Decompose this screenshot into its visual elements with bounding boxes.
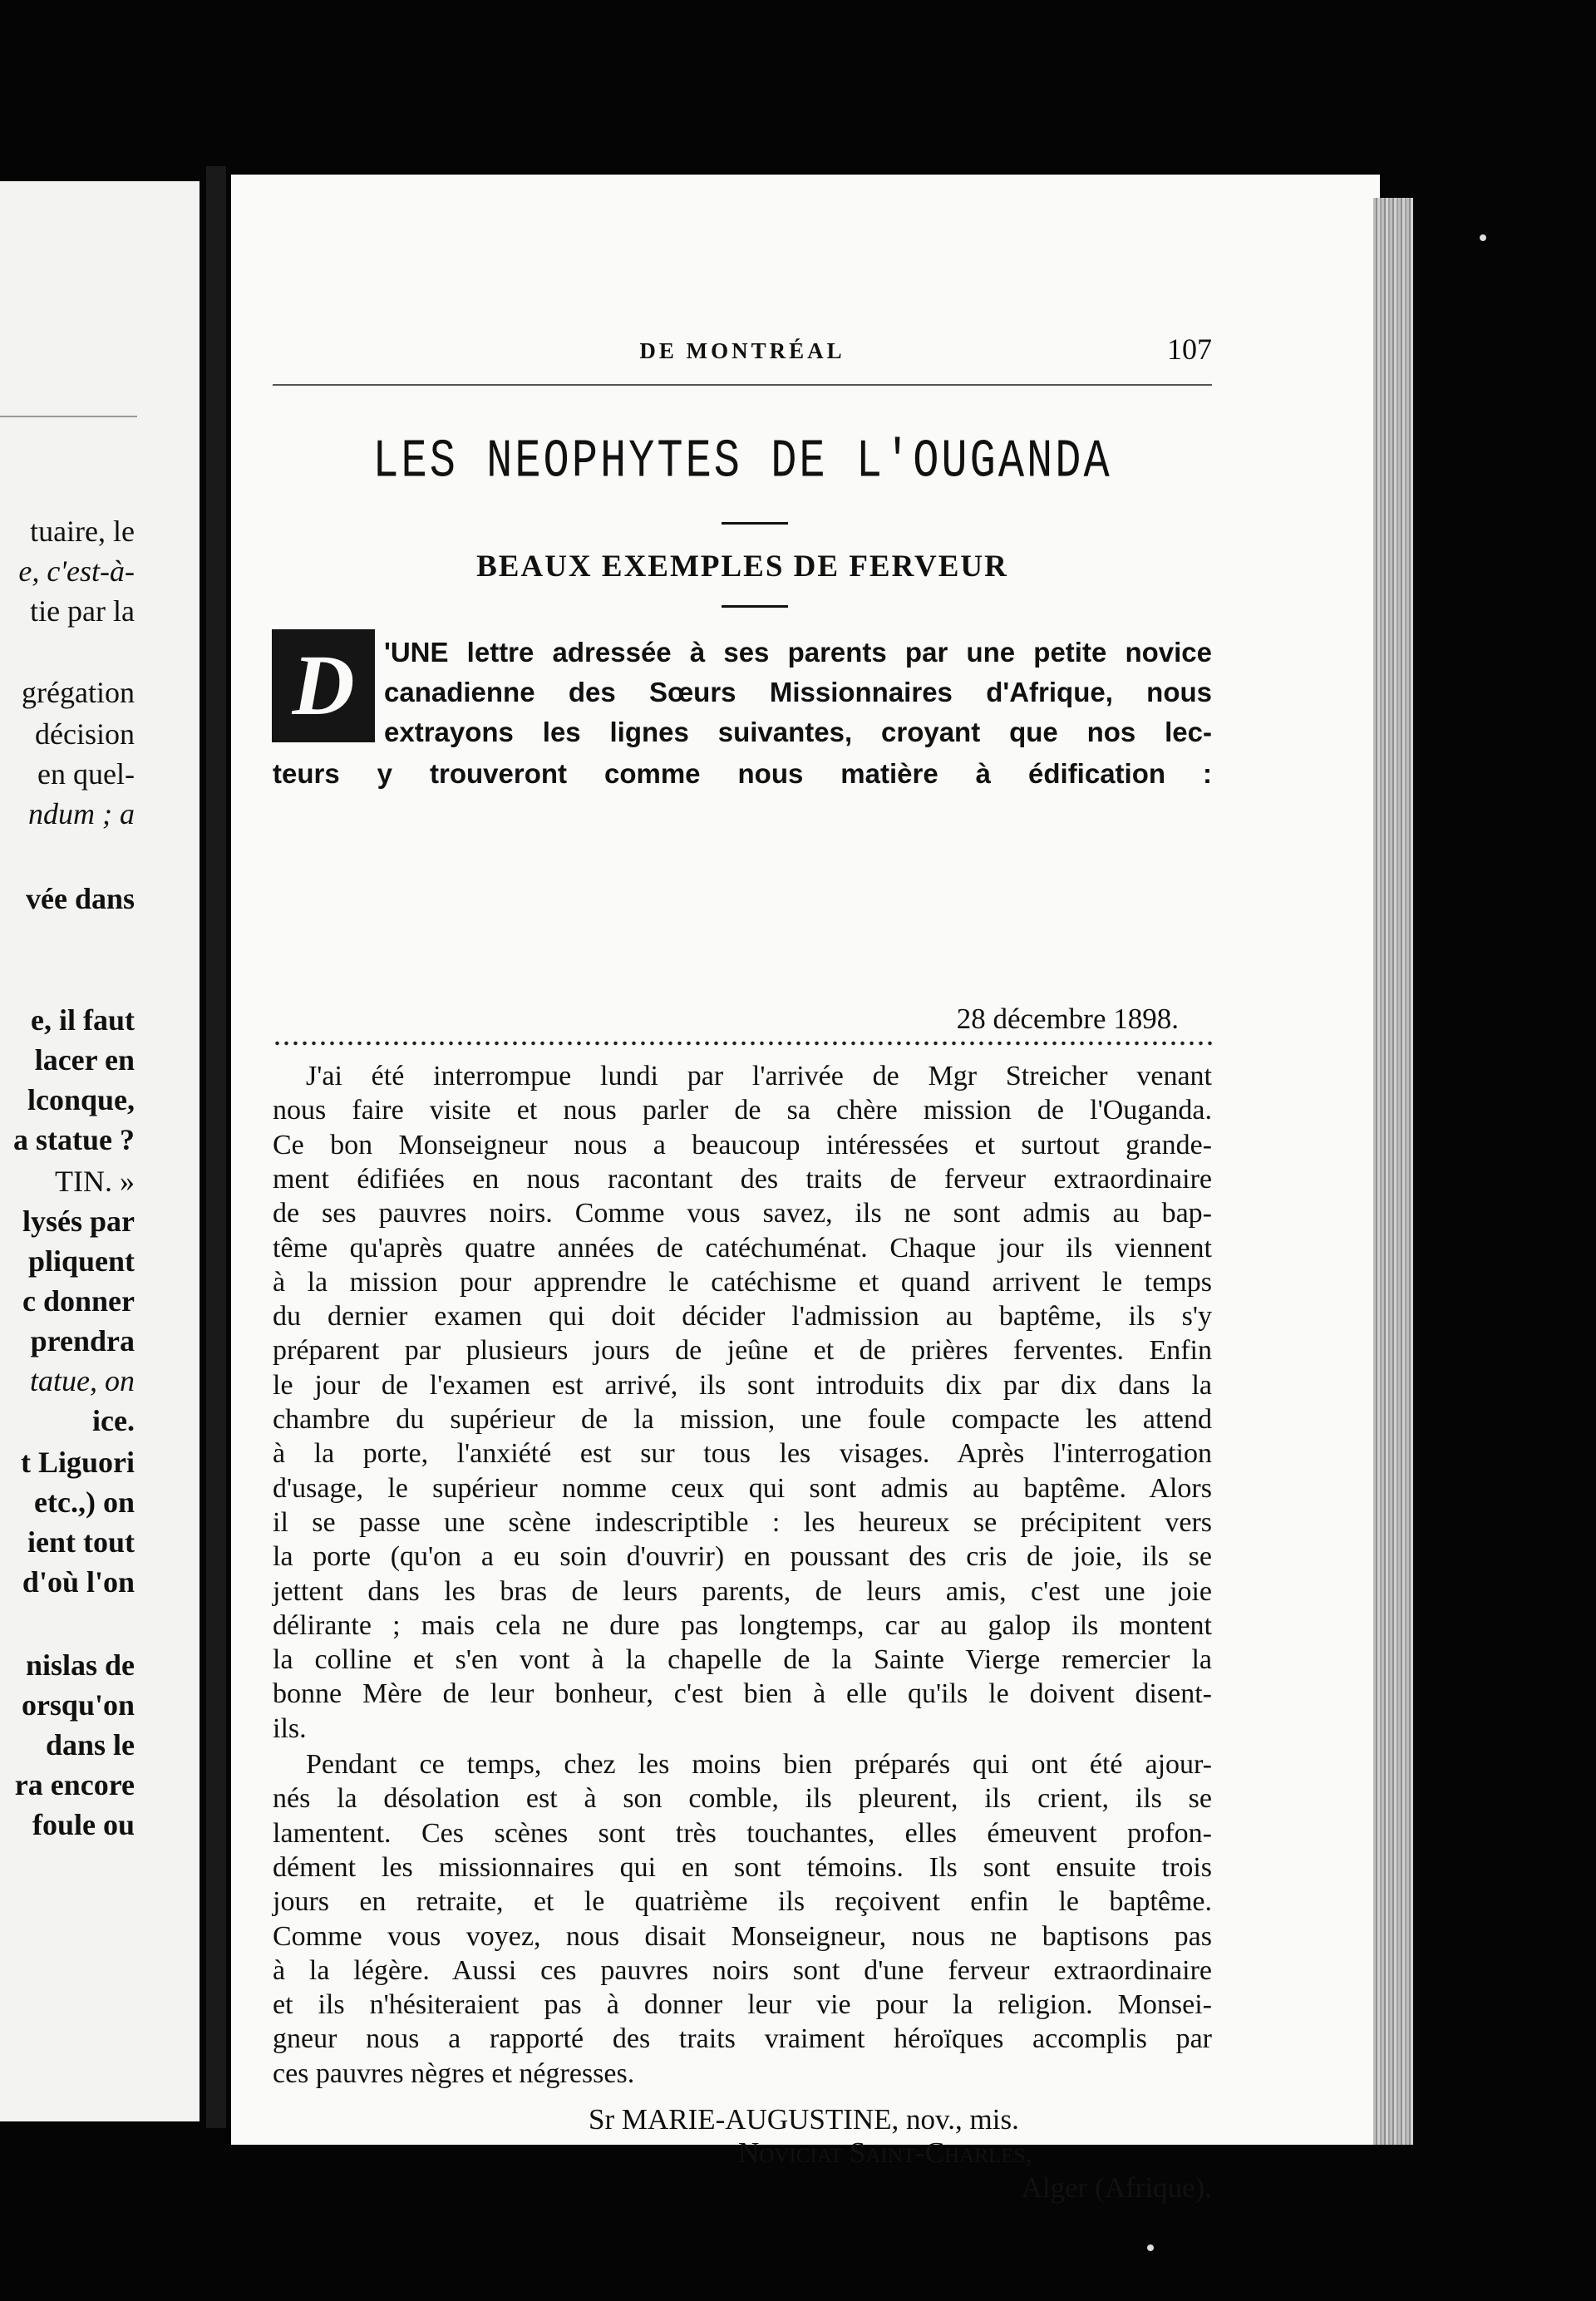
body-line: préparent par plusieurs jours de jeûne et de prières ferventes. Enfin [273,1335,1212,1367]
intro-line: 'UNE lettre adressée à ses parents par une petite novice [384,637,1212,668]
article-title: LES NEOPHYTES DE L'OUGANDA [372,431,1112,493]
left-page-line: nislas de [25,1648,135,1682]
scan-speck [1147,2244,1154,2251]
left-page-line: TIN. » [55,1165,135,1198]
left-page-line: lconque, [27,1083,135,1116]
body-line: d'usage, le supérieur nomme ceux qui sont admis au baptême. Alors [273,1472,1212,1504]
body-line: Pendant ce temps, chez les moins bien préparés qui ont été ajour- [306,1749,1212,1780]
body-line: la colline et s'en vont à la chapelle de la Sainte Vierge remercier la [273,1644,1212,1676]
left-page-line [0,432,200,479]
subtitle-rule [722,605,788,608]
body-line: à la porte, l'anxiété est sur tous les visages. Après l'interrogation [273,1438,1212,1470]
body-line: ils. [273,1712,307,1744]
article-subtitle: BEAUX EXEMPLES DE FERVEUR [476,549,1008,584]
dotted-separator [273,1039,1212,1051]
body-line: délirante ; mais cela ne dure pas longtemps, car au galop ils montent [273,1609,1212,1641]
left-page-line: e, c'est-à- [18,554,135,588]
left-page-line: décision [35,717,135,751]
left-page-line: ra encore [14,1768,135,1801]
body-line: tême qu'après quatre années de catéchuménat. Chaque jour ils viennent [273,1232,1212,1264]
left-page-line: ndum ; a [28,797,135,830]
left-page-line: e, il faut [31,1003,135,1037]
body-line: de ses pauvres noirs. Comme vous savez, ils ne sont admis au bap- [273,1198,1212,1229]
body-line: nous faire visite et nous parler de sa chère mission de l'Ouganda. [273,1095,1212,1126]
ornamental-dropcap: D [274,632,372,740]
page-edge-stack [1373,198,1413,2145]
left-page-line: a statue ? [13,1123,135,1156]
left-page-line: orsqu'on [21,1688,135,1722]
left-page-line: pliquent [27,1244,135,1278]
body-line: à la mission pour apprendre le catéchisme et quand arrivent le temps [273,1266,1212,1298]
body-line: ment édifiées en nous racontant des traits de ferveur extraordinaire [273,1163,1212,1195]
left-page-rule [0,416,137,417]
body-line: ces pauvres nègres et négresses. [273,2057,635,2089]
intro-line: canadienne des Sœurs Missionnaires d'Afrique, nous [384,677,1212,707]
left-page-line: prendra [30,1324,135,1357]
signature-institution: Noviciat Saint-Charles, [738,2136,1033,2169]
book-gutter [206,166,226,2128]
left-page-line: tuaire, le [30,515,135,548]
book-page [231,175,1380,2204]
body-line: jours en retraite, et le quatrième ils reçoivent enfin le baptême. [273,1886,1212,1918]
intro-line: teurs y trouveront comme nous matière à édification : [273,758,1212,789]
body-line: dément les missionnaires qui en sont témoins. Ils sont ensuite trois [273,1851,1212,1883]
left-page-line: ient tout [27,1525,135,1559]
left-page-line: tatue, on [30,1364,135,1397]
left-page-line: t Liguori [20,1446,135,1479]
body-line: Comme vous voyez, nous disait Monseigneur, nous ne baptisons pas [273,1920,1212,1952]
body-line: à la légère. Aussi ces pauvres noirs sont d'une ferveur extraordinaire [273,1954,1212,1986]
body-line: jettent dans les bras de leurs parents, de leurs amis, c'est une joie [273,1575,1212,1607]
left-page-line: lacer en [34,1043,135,1077]
body-line: il se passe une scène indescriptible : les heureux se précipitent vers [273,1506,1212,1538]
body-line: chambre du supérieur de la mission, une foule compacte les attend [273,1404,1212,1435]
body-line: et ils n'hésiteraient pas à donner leur vie pour la religion. Monsei- [273,1989,1212,2021]
left-page-line: c donner [22,1284,135,1318]
running-head: DE MONTRÉAL [639,338,845,363]
body-line: gneur nous a rapporté des traits vraiment héroïques accomplis par [273,2023,1212,2055]
signature-name: Sr MARIE-AUGUSTINE, nov., mis. [589,2103,1019,2136]
body-line: nés la désolation est à son comble, ils pleurent, ils crient, ils se [273,1783,1212,1815]
scan-speck [1480,234,1486,241]
title-rule [722,522,788,525]
left-page-line: lysés par [22,1205,135,1238]
facing-page-left [0,181,200,2121]
signature-place: Alger (Afrique). [1021,2171,1212,2204]
body-line: lamentent. Ces scènes sont très touchantes, elles émeuvent profon- [273,1817,1212,1849]
letter-date: 28 décembre 1898. [956,1003,1179,1035]
page-number: 107 [1167,333,1212,366]
left-page-line: ice. [92,1404,135,1437]
left-page-line: en quel- [37,757,135,791]
left-page-line: grégation [22,676,135,709]
left-page-line: tie par la [30,594,135,628]
body-line: la porte (qu'on a eu soin d'ouvrir) en poussant des cris de joie, ils se [273,1541,1212,1573]
body-line: bonne Mère de leur bonheur, c'est bien à elle qu'ils le doivent disent- [273,1678,1212,1710]
left-page-line: dans le [45,1728,135,1761]
header-rule [273,384,1212,386]
left-page-line: foule ou [32,1808,135,1841]
body-line: J'ai été interrompue lundi par l'arrivée de Mgr Streicher venant [306,1061,1212,1091]
body-line: du dernier examen qui doit décider l'admission au baptême, ils s'y [273,1301,1212,1333]
left-page-line: etc.,) on [34,1486,135,1519]
left-page-line: d'où l'on [22,1565,135,1599]
running-header [273,333,1212,372]
intro-line: extrayons les lignes suivantes, croyant que nos lec- [384,717,1212,747]
body-line: Ce bon Monseigneur nous a beaucoup intéressées et surtout grande- [273,1129,1212,1160]
left-page-line: vée dans [25,882,135,915]
body-line: le jour de l'examen est arrivé, ils sont introduits dix par dix dans la [273,1369,1212,1401]
